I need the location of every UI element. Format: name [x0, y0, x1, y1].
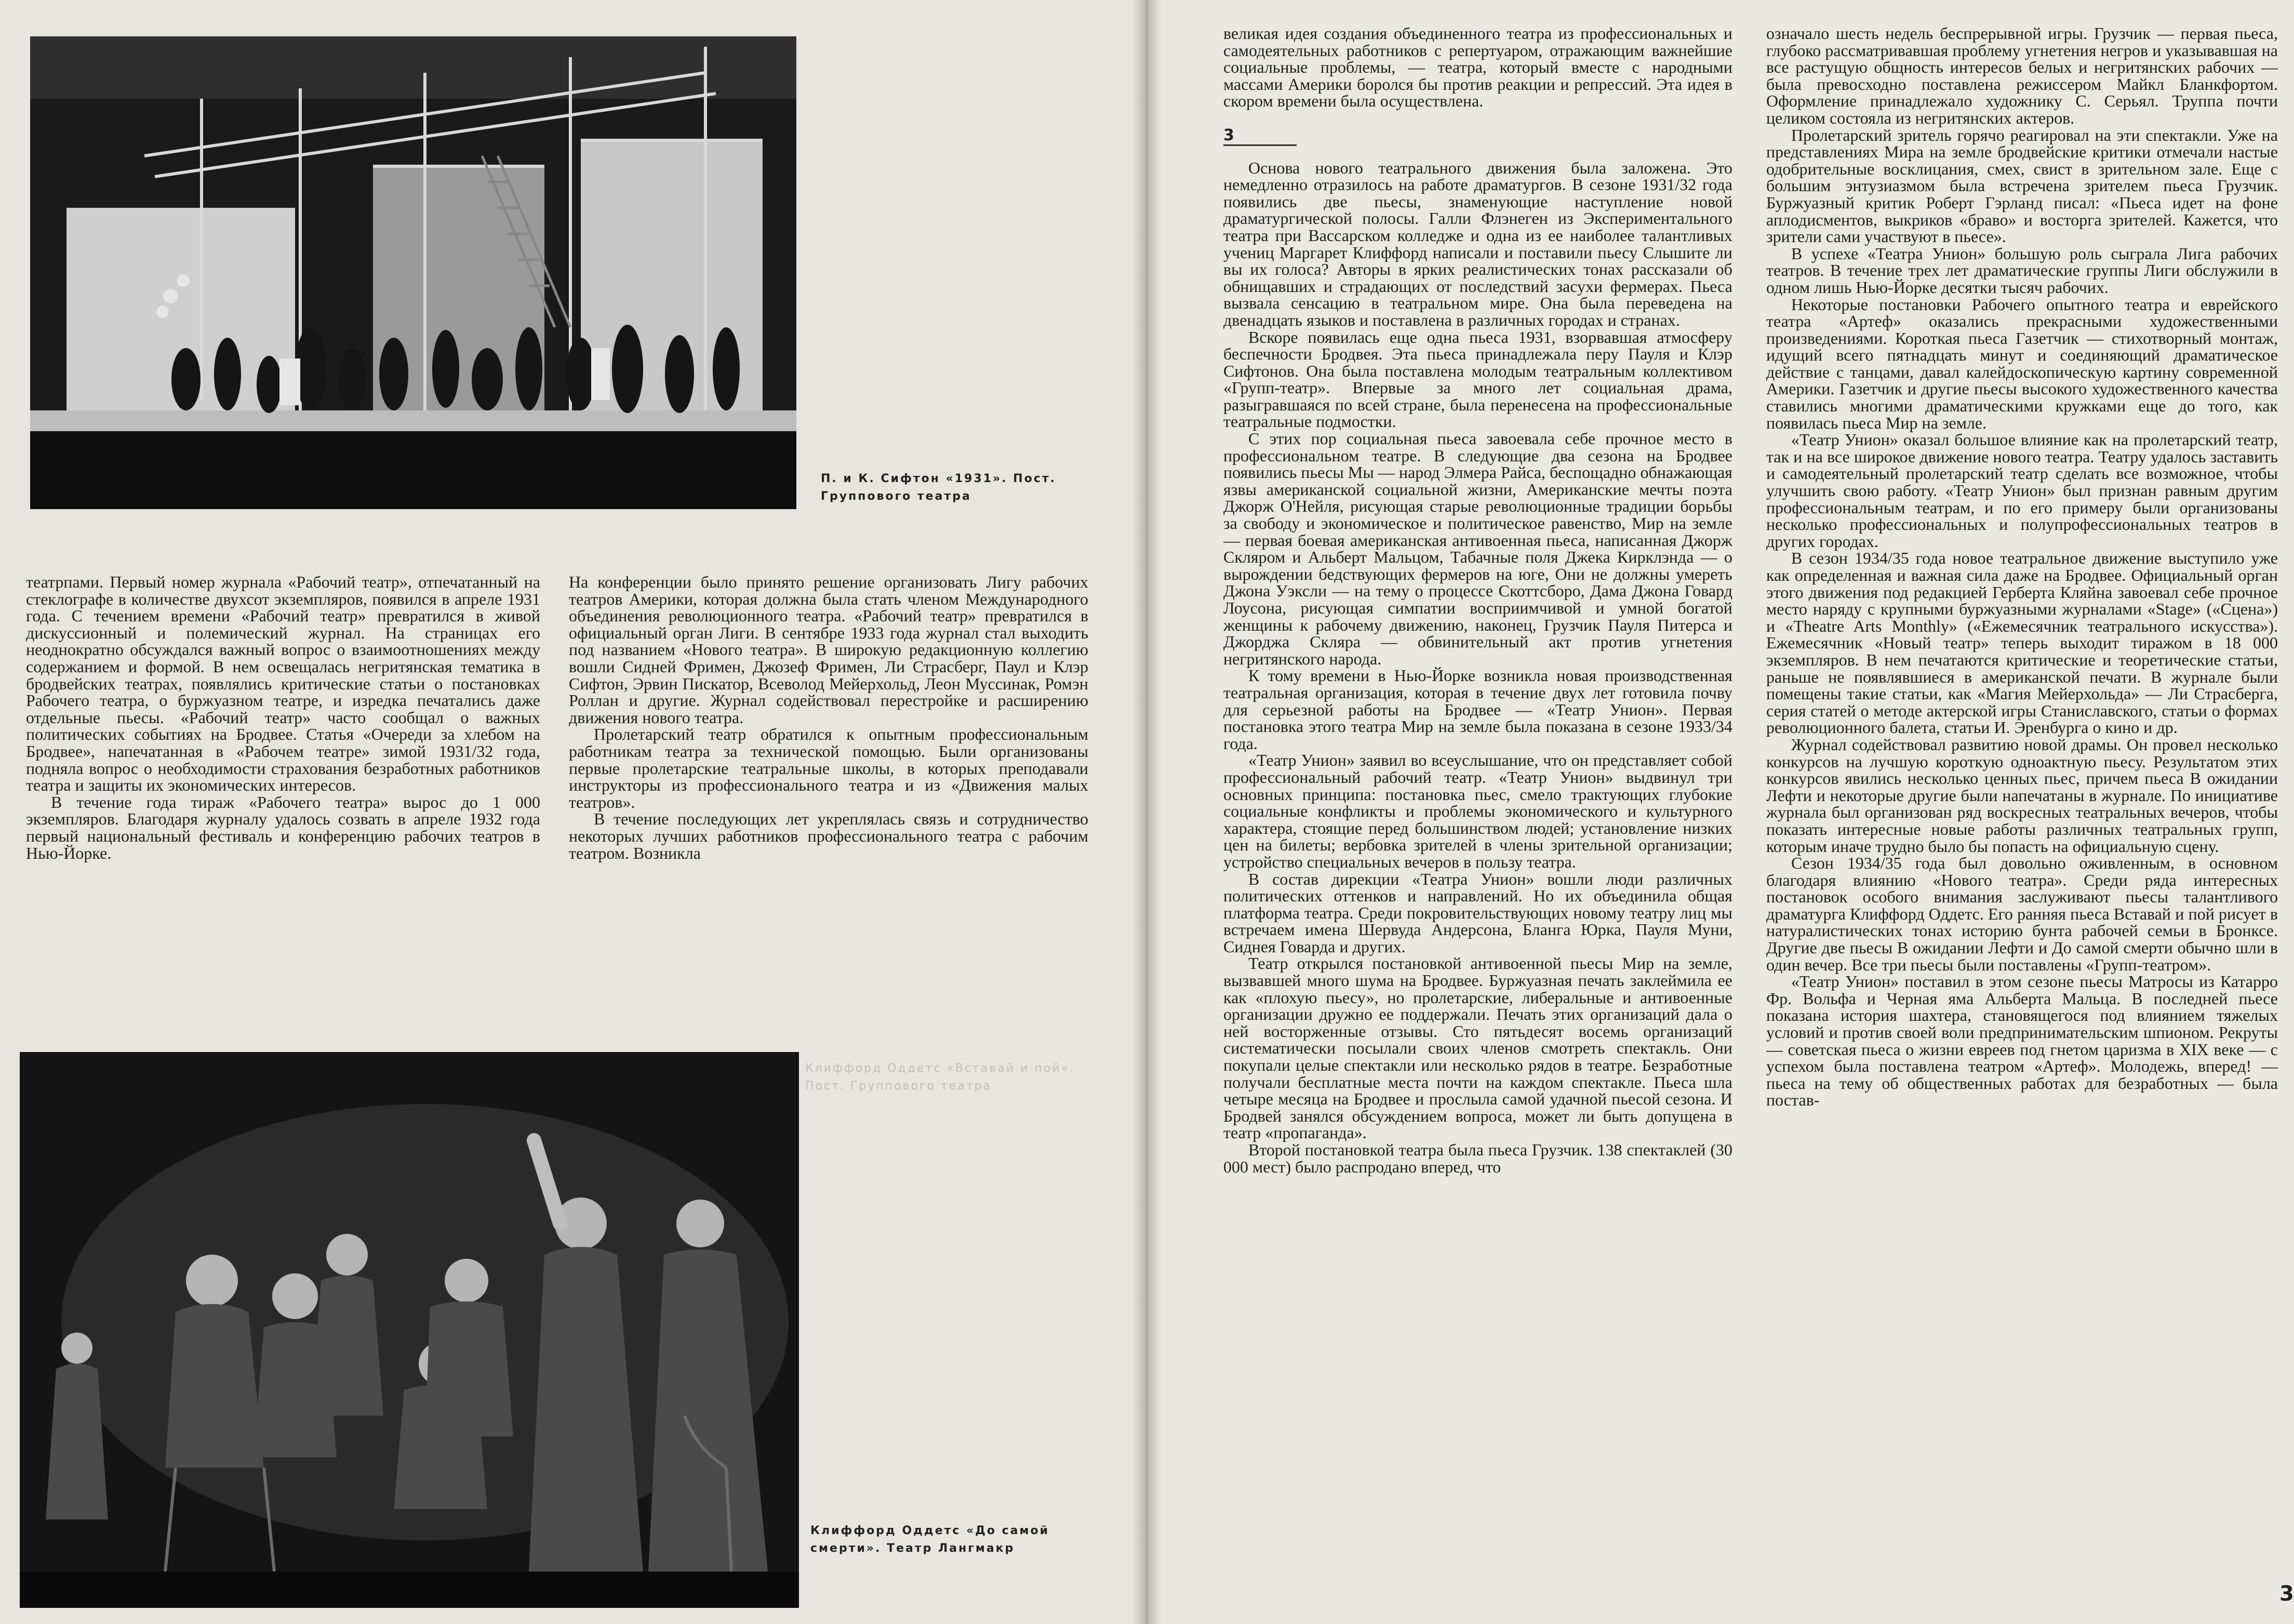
- paragraph: В состав дирекции «Театра Унион» вошли люди различных политических оттенков и направлений. Но их объединила общая платформа театра. Среди покровительствующих новому театру лиц мы встречаем имена Шервуда Андерсона, Бланга Юрка, Пауля Муни, Сиднея Говарда и других.: [1223, 869, 1732, 956]
- paragraph: В течение года тираж «Рабочего театра» вырос до 1 000 экземпляров. Благодаря журналу удалось созвать в апреле 1932 года первый национальный фестиваль и конференцию рабочих театров в Нью-Йорке.: [26, 792, 540, 862]
- paragraph: театрпами. Первый номер журнала «Рабочий театр», отпечатанный на стеклографе в количестве двухсот экземпляров, появился в апреле 1931 года. С течением времени «Рабочий театр» превратился в живой дискуссионный и полемический журнал. На страницах его неоднократно обсуждался важный вопрос о взаимоотношениях между содержанием и формой. В нем освещалась негритянская тематика в бродвейских театрах, появлялись критические статьи о постановках Рабочего театра, о буржуазном театре, и изредка печатались даже отдельные пьесы. «Рабочий театр» часто сообщал о важных политических событиях на Бродвее. Статья «Очереди за хлебом на Бродвее», напечатанная в «Рабочем театре» зимой 1931/32 года, подняла вопрос о необходимости страхования безработных работников театра и защиты их экономических интересов.: [26, 574, 540, 795]
- section-heading: [1223, 127, 1732, 146]
- right-column-1: [1223, 25, 1732, 1615]
- section-number: 3: [1223, 127, 1297, 146]
- right-column-2: [1766, 25, 2278, 1615]
- stage-photo-till-the-day: [20, 1052, 799, 1608]
- paragraph: «Театр Унион» поставил в этом сезоне пьесы Матросы из Катарро Фр. Вольфа и Черная яма Альберта Мальца. В последней пьесе показана история шахтера, становящегося под влиянием тяжелых условий и против своей воли предпринимательским шпионом. Рекруты — советская пьеса о жизни евреев под гнетом царизма в XIX веке — с успехом была поставлена театром «Артеф». Молодежь, вперед! — пьеса на тему об общественных работах для безработных — была постав-: [1766, 972, 2278, 1110]
- paragraph: Пролетарский театр обратился к опытным профессиональным работникам театра за технической помощью. Были организованы первые пролетарские театральные школы, в которых преподавали инструкторы из профессионального театра и из «Движения малых театров».: [569, 725, 1088, 811]
- paragraph: К тому времени в Нью-Йорке возникла новая производственная театральная организация, которая в течение двух лет готовила почву для серьезной работы на Бродвее — «Театр Унион». Первая постановка этого театра Мир на земле была показана в сезоне 1933/34 года.: [1223, 666, 1732, 753]
- paragraph: «Театр Унион» заявил во всеуслышание, что он представляет собой профессиональный рабочий театр. «Театр Унион» выдвинул три основных принципа: постановка пьес, смело трактующих глубокие социальные конфликты и проблемы экономического и культурного характера, стоящие перед большинством людей; установление низких цен на билеты; вербовка зрителей в члены зрительной организации; устройство специальных вечеров в пользу театра.: [1223, 751, 1732, 871]
- stage-photo-1931-drawing: [30, 36, 796, 509]
- paragraph: великая идея создания объединенного театра из профессиональных и самодеятельных работников с репертуаром, отражающим важнейшие социальные проблемы, — театра, который вместе с народными массами Америки боролся бы против реакции и репрессий. Эта идея в скором времени была осуществлена.: [1223, 25, 1732, 111]
- left-column-1: [26, 574, 540, 979]
- paragraph: Вскоре появилась еще одна пьеса 1931, взорвавшая атмосферу беспечности Бродвея. Эта пьеса принадлежала перу Пауля и Клэр Сифтонов. Она была поставлена молодым театральным коллективом «Групп-театр». Впервые за много лет социальная драма, разыгравшаяся по всей стране, была перенесена на профессиональные театральные подмостки.: [1223, 327, 1732, 431]
- paragraph: В сезон 1934/35 года новое театральное движение выступило уже как определенная и важная сила даже на Бродвее. Официальный орган этого движения под редакцией Герберта Кляйна завоевал себе прочное место наряду с крупными буржуазными журналами «Stage» («Сцена») и «Theatre Arts Monthly» («Ежемесячник театрального искусства»). Ежемесячник «Новый театр» теперь выходит тиражом в 18 000 экземпляров. В нем печатаются критические и теоретические статьи, раньше не появлявшиеся в американской печати. В журнале были помещены такие статьи, как «Магия Мейерхольда» — Ли Страсберга, серия статей о методе актерской игры Станиславского, статьи о формах революционного балета, статьи И. Эренбурга о кино и др.: [1766, 549, 2278, 737]
- paragraph: «Театр Унион» оказал большое влияние как на пролетарский театр, так и на все широкое движение нового театра. Театру удалось заставить и самодеятельный пролетарский театр сделать все возможное, чтобы улучшить свою работу. «Театр Унион» был признан равным другим профессиональным театрам, и по его примеру были организованы несколько профессиональных и полупрофессиональных театров в других городах.: [1766, 430, 2278, 551]
- stage-photo-1931: [30, 36, 796, 509]
- paragraph: означало шесть недель беспрерывной игры. Грузчик — первая пьеса, глубоко рассматривавшая проблему угнетения негров и указывавшая на все растущую общность интересов белых и негритянских рабочих — была превосходно поставлена режиссером Майкл Бланкфортом. Оформление принадлежало художнику С. Серьял. Труппа почти целиком состояла из негритянских актеров.: [1766, 25, 2278, 127]
- page-number: 3: [2279, 1582, 2294, 1606]
- paragraph: Пролетарский зритель горячо реагировал на эти спектакли. Уже на представлениях Мира на земле бродвейские критики отмечали настые одобрительные восклицания, смех, свист в зрительном зале. Еще с большим энтузиазмом была встречена зрителем пьеса Грузчик. Буржуазный критик Роберт Гэрланд писал: «Пьеса идет на фоне аплодисментов, выкриков «браво» и восторга зрителей. Кажется, что зрители сами участвуют в пьесе».: [1766, 125, 2278, 246]
- paragraph: Сезон 1934/35 года был довольно оживленным, в основном благодаря влиянию «Нового театра». Среди ряда интересных постановок особого внимания заслуживают пьесы талантливого драматурга Клиффорд Оддетс. Его ранняя пьеса Вставай и пой рисует в натуралистических тонах историю бунта рабочей семьи в Бронксе. Другие две пьесы В ожидании Лефти и До самой смерти обычно шли в один вечер. Все три пьесы были поставлены «Групп-театром».: [1766, 854, 2278, 974]
- paragraph: В течение последующих лет укреплялась связь и сотрудничество некоторых лучших работников профессионального театра с рабочим театром. Возникла: [569, 809, 1088, 862]
- paragraph: На конференции было принято решение организовать Лигу рабочих театров Америки, которая должна была стать членом Международного объединения революционного театра. «Рабочий театр» превратился в официальный орган Лиги. В сентябре 1933 года журнал стал выходить под названием «Нового театра». В широкую редакционную коллегию вошли Сидней Фримен, Джозеф Фримен, Ли Страсберг, Паул и Клэр Сифтон, Эрвин Пискатор, Всеволод Мейерхольд, Леон Муссинак, Ромэн Роллан и другие. Журнал содействовал перестройке и расширению движения нового театра.: [569, 574, 1088, 727]
- page-fold: [1132, 0, 1162, 1624]
- paragraph: Театр открылся постановкой антивоенной пьесы Мир на земле, вызвавшей много шума на Бродвее. Буржуазная печать заклеймила ее как «плохую пьесу», но пролетарские, либеральные и антивоенные организации дружно ее поддержали. Печать этих организаций дала о ней восторженные отзывы. Сто пятьдесят восемь организаций систематически посылали своих членов смотреть спектакль. Они покупали целые спектакли или несколько рядов в театре. Безработные получали бесплатные места почти на каждом спектакле. Пьеса шла четыре месяца на Бродвее и прослыла самой удачной пьесой сезона. И Бродвей занялся обсуждением вопроса, может ли быть допущена в театр «пропаганда».: [1223, 954, 1732, 1142]
- photo-caption-top: П. и К. Сифтон «1931». Пост. Группового театра: [821, 472, 1056, 503]
- stage-photo-till-the-day-drawing: [20, 1052, 799, 1608]
- bleed-through-text: Клиффорд Оддетс «Вставай и пой». Пост. Группового театра: [805, 1062, 1075, 1093]
- paragraph: Журнал содействовал развитию новой драмы. Он провел несколько конкурсов на лучшую короткую одноактную пьесу. Результатом этих конкурсов явились несколько ценных пьес, причем пьеса В ожидании Лефти и некоторые другие были напечатаны в журнале. По инициативе журнала был организован ряд воскресных театральных вечеров, чтобы показать интересные новые работы различных театральных групп, которым иначе трудно было бы попасть на официальную сцену.: [1766, 735, 2278, 856]
- photo-caption-bottom: Клиффорд Оддетс «До самой смерти». Театр Лангмакр: [810, 1524, 1050, 1555]
- paragraph: Некоторые постановки Рабочего опытного театра и еврейского театра «Артеф» оказались прекрасными художественными произведениями. Короткая пьеса Газетчик — стихотворный монтаж, идущий всего пятнадцать минут и соединяющий драматическое действие с танцами, давал калейдоскопическую картину современной Америки. Газетчик и другие пьесы высокого художественного качества ставились многими драматическими кружками еще до того, как появилась пьеса Мир на земле.: [1766, 295, 2278, 432]
- paragraph: Второй постановкой театра была пьеса Грузчик. 138 спектаклей (30 000 мест) было распродано вперед, что: [1223, 1140, 1732, 1176]
- left-column-2: [569, 574, 1088, 979]
- paragraph: В успехе «Театра Унион» большую роль сыграла Лига рабочих театров. В течение трех лет драматические группы Лиги обслужили в одном лишь Нью-Йорке десятки тысяч рабочих.: [1766, 244, 2278, 297]
- paragraph: Основа нового театрального движения была заложена. Это немедленно отразилось на работе драматургов. В сезоне 1931/32 года появились две пьесы, знаменующие наступление новой драматургической полосы. Галли Флэнеген из Экспериментального театра при Вассарском колледже и одна из ее наиболее талантливых учениц Маргарет Клиффорд написали и поставили пьесу Слышите ли вы их голоса? Авторы в ярких реалистических тонах рассказали об обнищавших и страдающих от последствий засухи фермерах. Пьеса вызвала сенсацию в театральном мире. Она была переведена на двенадцать языков и поставлена в различных городах и странах.: [1223, 158, 1732, 329]
- paragraph: С этих пор социальная пьеса завоевала себе прочное место в профессиональном театре. В следующие два сезона на Бродвее появились пьесы Мы — народ Элмера Райса, беспощадно обнажающая язвы американской социальной жизни, Американские мечты поэта Джорж О'Нейля, рисующая старые революционные традиции борьбы за свободу и экономическое и политическое равенство, Мир на земле — первая боевая американская антивоенная пьеса, написанная Джорж Скляром и Альберт Мальцом, Табачные поля Джека Кирклэнда — о вырождении бедствующих фермеров на юге, Они не должны умереть Джона Уэксли — на тему о процессе Скоттсборо, Дама Джона Говард Лоусона, рисующая симпатии восприимчивой и умной богатой женщины к рабочему движению, наконец, Грузчик Пауля Питерса и Джорджа Скляра — обвинительный акт против угнетения негритянского народа.: [1223, 429, 1732, 668]
